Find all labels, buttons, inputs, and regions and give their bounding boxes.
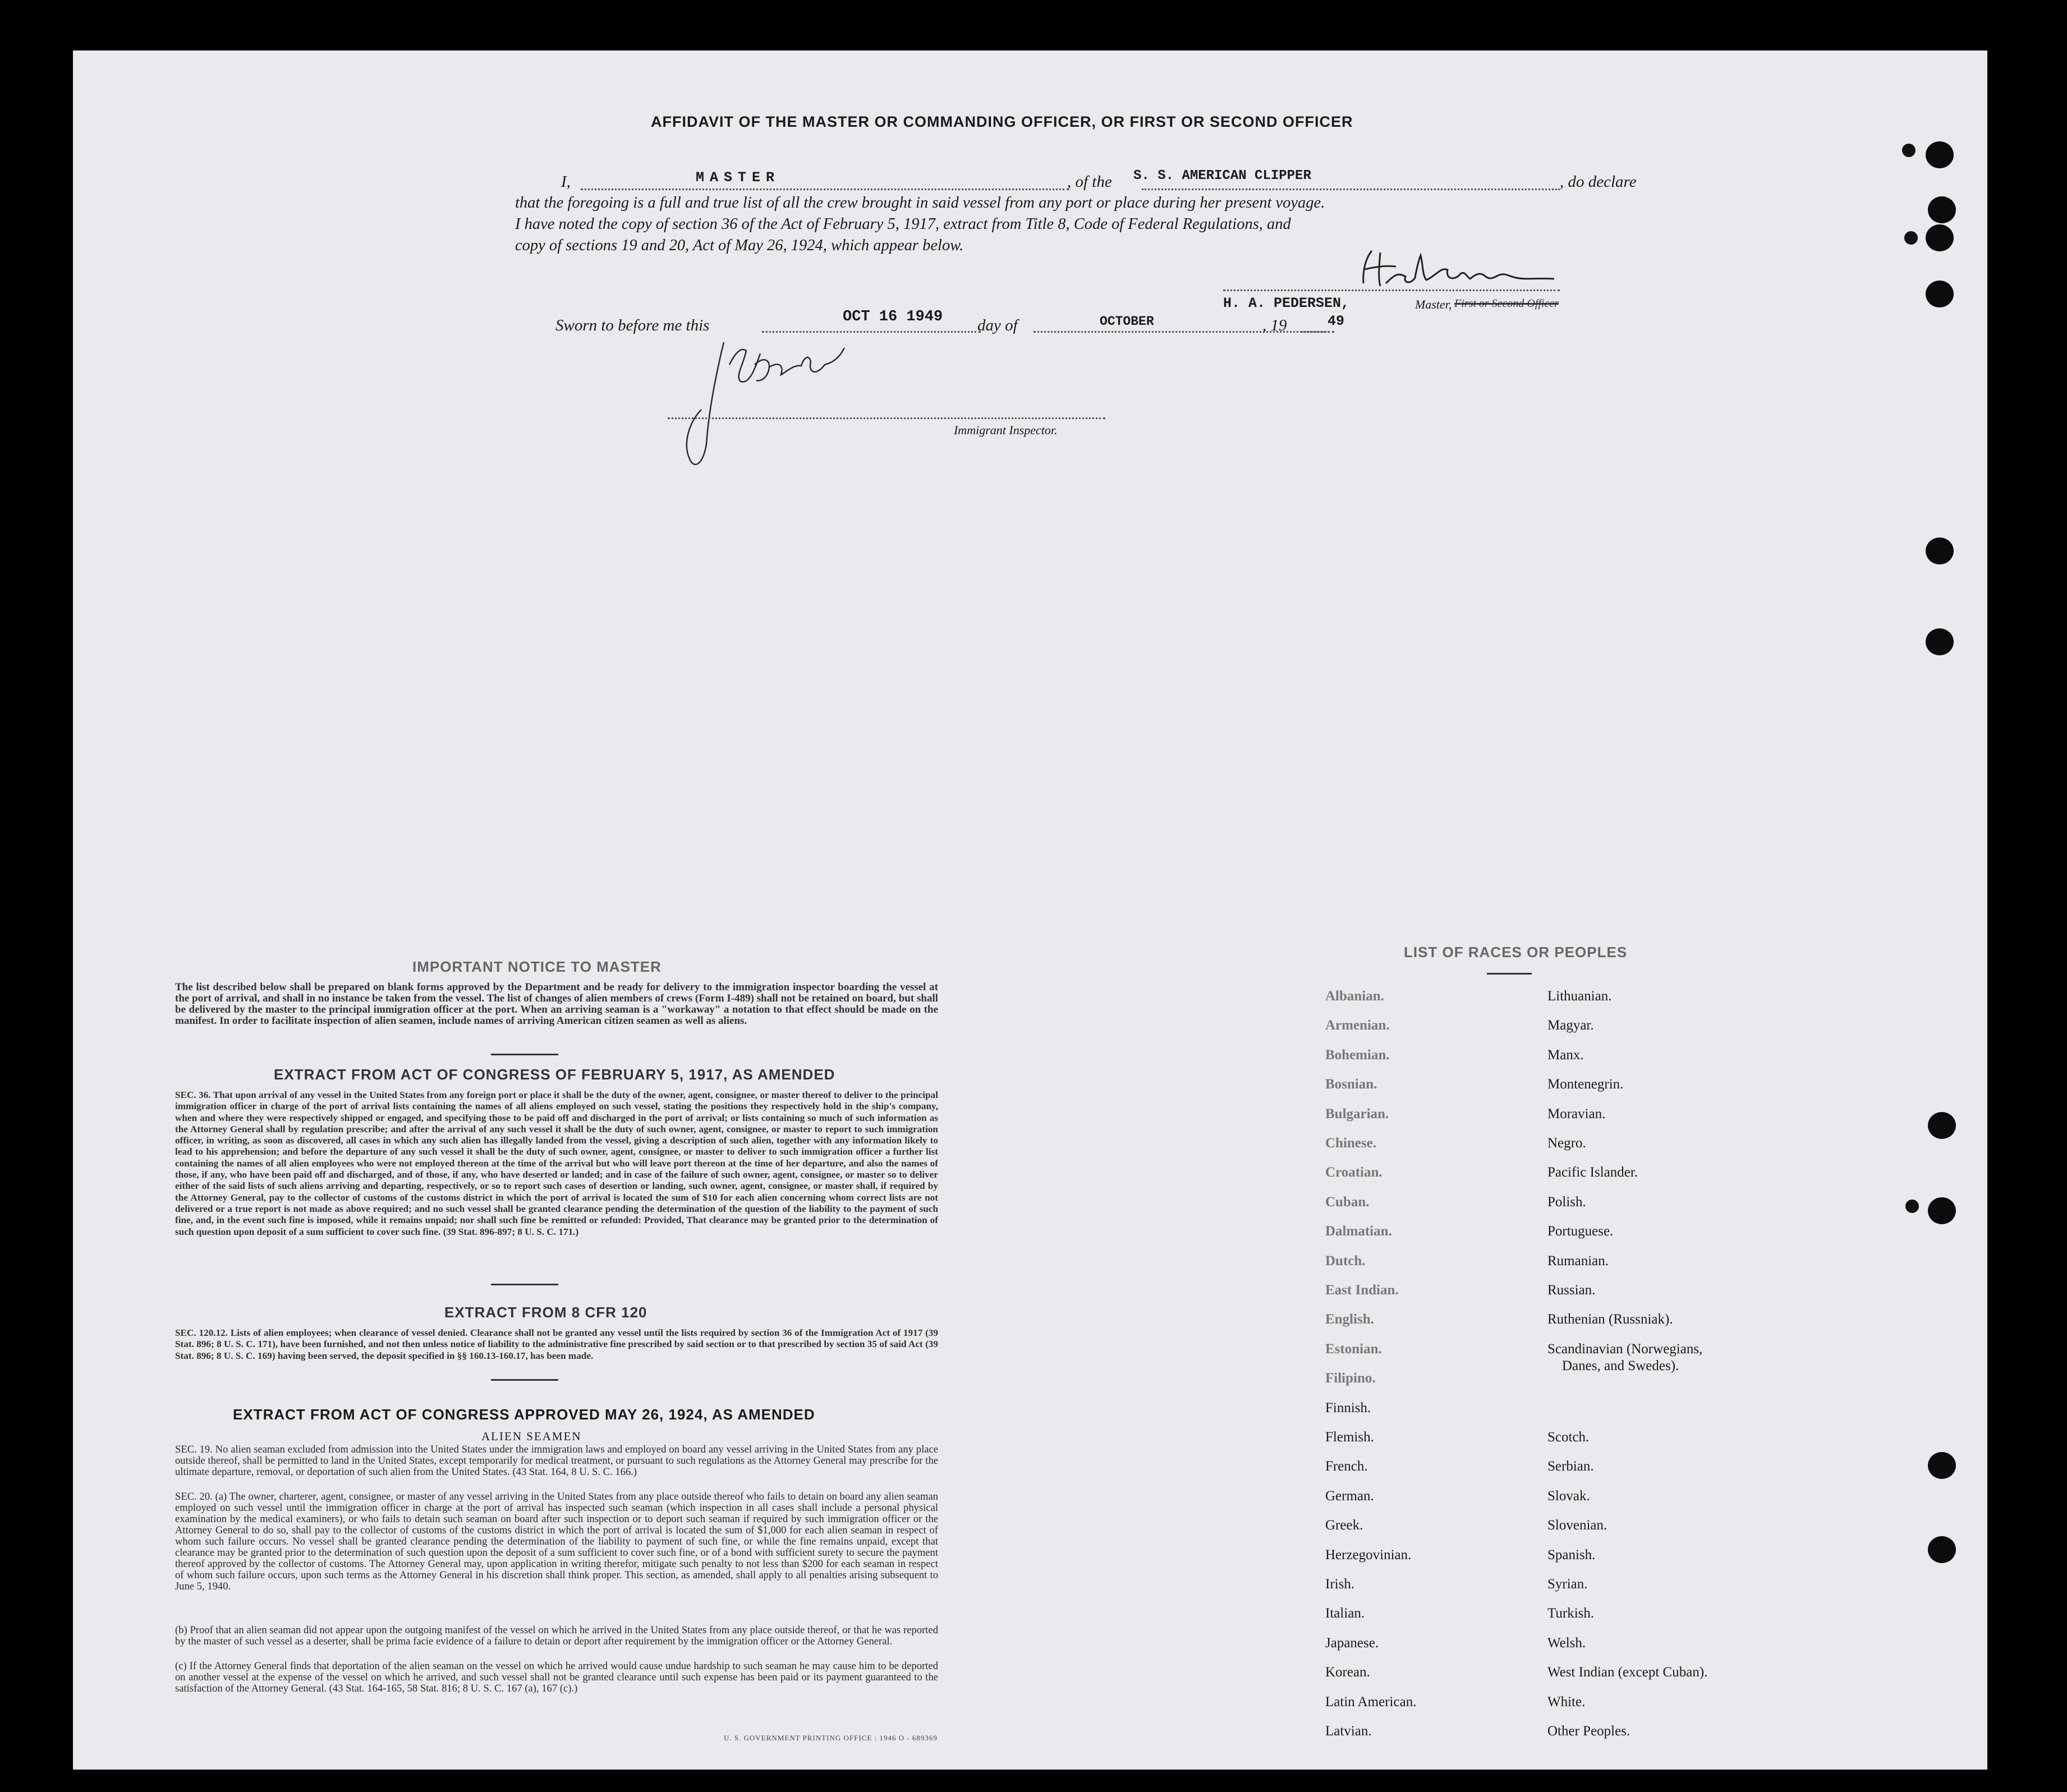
race-item: Scotch. [1547,1430,1590,1445]
master-signature [1296,244,1599,295]
extract-1924-sec20c: (c) If the Attorney General finds that deportation of the alien seaman on the vessel on which he arrived would cause undue hardship to such seaman he may cause him to be deported on another vessel at the expense of the vessel on which he arrived, and such vessel shall not be granted clearance until such expense has been paid or its payment guaranteed to the satisfaction of the Attorney General. (43 Stat. 164-165, 58 Stat. 816; 8 U. S. C. 167 (a), 167 (c).) [175,1660,938,1694]
punch-hole [1926,224,1954,251]
extract-1924-sec20b: (b) Proof that an alien seaman did not appear upon the outgoing manifest of the vessel on which he arrived in the United States from any place outside thereof, or that he was reported by the master of such vessel as a deserter, shall be prima facie evidence of a failure to detain or deport after requirement by the immigration officer or the Attorney General. [175,1624,938,1647]
races-heading: LIST OF RACES OR PEOPLES [1404,944,1628,961]
race-item: French. [1325,1459,1368,1474]
race-item: Herzegovinian. [1325,1547,1412,1563]
officer-title-value: MASTER [696,169,780,186]
race-item: Danes, and Swedes). [1562,1358,1679,1373]
race-item: West Indian (except Cuban). [1547,1665,1708,1680]
race-item: Slovenian. [1547,1518,1607,1533]
extract-1924-sec20a: SEC. 20. (a) The owner, charterer, agent, consignee, or master of any vessel arriving in the United States from any place outside thereof who fails to detain on board any alien seaman employed on such vessel until the immigration officer in charge at the port of arrival has inspected such seaman (which inspection in all cases shall include a personal physical examination by the medical examiners), or who fails to detain such seaman on board after such inspection or to deport such seaman if required by such immigration officer or the Attorney General to do so, shall pay to the collector of customs of the customs district in which the port of arrival is located the sum of $1,000 for each alien seaman in respect of whom such failure occurs. No vessel shall be granted clearance pending the determination of the liability to payment of such fine, or while the fine remains unpaid, except that clearance may be granted prior to the determination of such question upon the deposit of a sum sufficient to cover such fine, or of a bond with sufficient surety to secure the payment thereof approved by the collector of customs. The Attorney General may, upon application in writing therefor, mitigate such penalty to not less than $200 for each seaman in respect of whom such failure occurs, upon such terms as the Attorney General in his discretion shall think proper. This section, as amended, shall apply to all penalties arising subsequent to June 5, 1940. [175,1491,938,1592]
extract-cfr-heading: EXTRACT FROM 8 CFR 120 [444,1304,647,1321]
race-item: Dalmatian. [1325,1224,1392,1239]
extract-1924-sec19: SEC. 19. No alien seaman excluded from admission into the United States under the immigration laws and employed on board any vessel arriving in the United States from any place outside thereof, shall be permitted to land in the United States, except temporarily for medical treatment, or pursuant to such regulations as the Attorney General may prescribe for the ultimate departure, removal, or deportation of such alien from the United States. (43 Stat. 164, 8 U. S. C. 166.) [175,1444,938,1478]
race-item: Filipino. [1325,1371,1376,1386]
punch-hole [1904,231,1918,245]
race-item: Croatian. [1325,1165,1382,1180]
vessel-name-value: S. S. AMERICAN CLIPPER [1133,168,1311,183]
races-divider [1487,973,1532,975]
punch-hole [1905,1200,1919,1213]
punch-hole [1902,144,1916,157]
affidavit-heading: AFFIDAVIT OF THE MASTER OR COMMANDING OFFICER, OR FIRST OR SECOND OFFICER [651,113,1353,130]
race-item: Finnish. [1325,1400,1371,1416]
race-item: Manx. [1547,1047,1584,1063]
affidavit-line-4: copy of sections 19 and 20, Act of May 26, 1924, which appear below. [515,237,964,254]
day-of-label: day of [977,316,1018,334]
extract-1924-heading: EXTRACT FROM ACT OF CONGRESS APPROVED MAY 26, 1924, AS AMENDED [233,1406,815,1423]
extract-cfr-divider [491,1379,558,1381]
year-prefix: , 19 [1262,316,1287,334]
affidavit-line-2: that the foregoing is a full and true list of all the crew brought in said vessel from any port or place during her present voyage. [515,194,1325,212]
officer-title-line [581,189,1069,190]
printer-imprint: U. S. GOVERNMENT PRINTING OFFICE : 1946 O - 689369 [724,1734,938,1742]
punch-hole [1926,141,1954,168]
race-item: Greek. [1325,1518,1363,1533]
extract-1917-text: SEC. 36. That upon arrival of any vessel in the United States from any foreign port or place it shall be the duty of the owner, agent, consignee, or master thereof to deliver to the principal immigration officer in charge of the port of arrival lists containing the names of all aliens employed on such vessel, stating the positions they respectively hold in the ship's company, when and where they were respectively shipped or engaged, and specifying those to be paid off and discharged in the port of arrival; or lists containing so much of such information as the Attorney General shall by regulation prescribe; and after the arrival of any such vessel it shall be the duty of such owner, agent, consignee, or master to report to such immigration officer, in writing, as soon as discovered, all cases in which any such alien has illegally landed from the vessel, giving a description of such alien, together with any information likely to lead to his apprehension; and before the departure of any such vessel it shall be the duty of such owner, agent, consignee, or master to deliver to such immigration officer a further list containing the names of all alien employees who were not employed thereon at the time of the arrival but who will leave port thereon at the time of her departure, and also the names of those, if any, who have been paid off and discharged, and of those, if any, who have deserted or landed; and in case of the failure of such owner, agent, consignee, or master so to deliver either of the said lists of such aliens arriving and departing, respectively, or so to report such cases of desertion or landing, such owner, agent, consignee, or master shall, if required by the Attorney General, pay to the collector of customs of the customs district in which the port of arrival is located the sum of $10 for each alien concerning whom correct lists are not delivered or a true report is not made as above required; and no such vessel shall be granted clearance pending the determination of the question of the liability to the payment of such fine, and, in the event such fine is imposed, while it remains unpaid; nor shall such fine be remitted or refunded: Provided, That clearance may be granted prior to the determination of such question upon deposit of a sum sufficient to cover such fine. (39 Stat. 896-897; 8 U. S. C. 171.) [175,1090,938,1237]
race-item: Irish. [1325,1577,1355,1592]
race-item: Magyar. [1547,1018,1594,1033]
inspector-line [668,417,1105,419]
year-line [1301,331,1334,333]
inspector-label: Immigrant Inspector. [954,423,1058,437]
race-item: Latin American. [1325,1694,1417,1710]
race-item: Cuban. [1325,1194,1370,1210]
punch-hole [1926,281,1954,307]
race-item: English. [1325,1312,1374,1327]
race-item: Portuguese. [1547,1224,1614,1239]
race-item: Rumanian. [1547,1253,1609,1269]
punch-hole [1928,1452,1956,1479]
race-item: Serbian. [1547,1459,1594,1474]
i-label: I, [561,173,571,191]
race-item: Polish. [1547,1194,1586,1210]
of-the-label: , of the [1067,173,1112,191]
punch-hole [1926,628,1954,655]
sworn-label: Sworn to before me this [555,316,710,334]
extract-1917-divider [491,1284,558,1285]
document-page [73,50,1987,1770]
notice-divider [491,1054,558,1055]
race-item: Italian. [1325,1606,1365,1621]
race-item: Bohemian. [1325,1047,1390,1063]
race-item: Japanese. [1325,1635,1379,1651]
inspector-signature [656,331,903,499]
sworn-date-stamp: OCT 16 1949 [843,309,943,325]
race-item: Turkish. [1547,1606,1595,1621]
do-declare-label: , do declare [1560,173,1637,191]
extract-1917-heading: EXTRACT FROM ACT OF CONGRESS OF FEBRUARY 5, 1917, AS AMENDED [274,1066,835,1083]
signature-line [1223,290,1560,291]
year-value: 49 [1328,313,1345,329]
vessel-name-line [1142,189,1560,190]
affidavit-line-3: I have noted the copy of section 36 of the Act of February 5, 1917, extract from Title 8, Code of Federal Regulations, and [515,215,1291,233]
notice-heading: IMPORTANT NOTICE TO MASTER [412,958,662,975]
punch-hole [1928,1112,1956,1139]
race-item: White. [1547,1694,1586,1710]
race-item: Slovak. [1547,1488,1590,1504]
race-item: Latvian. [1325,1724,1372,1739]
signature-name: H. A. PEDERSEN, [1223,295,1350,311]
race-item: Albanian. [1325,989,1384,1004]
race-item: Bulgarian. [1325,1106,1389,1122]
punch-hole [1928,196,1956,223]
punch-hole [1928,1536,1956,1563]
race-item: Scandinavian (Norwegians, [1547,1341,1703,1357]
notice-text: The list described below shall be prepared on blank forms approved by the Department and be ready for delivery to the immigration inspector boarding the vessel at the port of arrival, and shall in no instance be taken from the vessel. The list of changes of alien members of crews (Form I-489) shall not be retained on board, but shall be delivered by the master to the principal immigration officer at the port. When an arriving seaman is a "workaway" a notation to that effect should be made on the manifest. In order to facilitate inspection of alien seamen, include names of arriving American citizen seamen as well as aliens. [175,981,938,1027]
punch-hole [1928,1197,1956,1224]
race-item: Bosnian. [1325,1077,1377,1092]
race-item: Lithuanian. [1547,989,1612,1004]
race-item: Chinese. [1325,1136,1376,1151]
race-item: Montenegrin. [1547,1077,1624,1092]
race-item: East Indian. [1325,1283,1399,1298]
punch-hole [1926,537,1954,564]
signature-struck-role: First or Second Officer [1454,297,1559,310]
race-item: Other Peoples. [1547,1724,1630,1739]
race-item: Negro. [1547,1136,1586,1151]
race-item: Spanish. [1547,1547,1596,1563]
signature-role: Master, [1415,297,1452,311]
race-item: Armenian. [1325,1018,1390,1033]
alien-seamen-subheading: ALIEN SEAMEN [481,1430,582,1443]
race-item: Pacific Islander. [1547,1165,1638,1180]
race-item: Dutch. [1325,1253,1366,1269]
race-item: Russian. [1547,1283,1596,1298]
race-item: Moravian. [1547,1106,1606,1122]
race-item: Estonian. [1325,1341,1382,1357]
race-item: Syrian. [1547,1577,1588,1592]
race-item: Ruthenian (Russniak). [1547,1312,1673,1327]
race-item: Korean. [1325,1665,1370,1680]
race-item: German. [1325,1488,1374,1504]
race-item: Flemish. [1325,1430,1374,1445]
extract-cfr-text: SEC. 120.12. Lists of alien employees; when clearance of vessel denied. Clearance shall not be granted any vessel until the lists required by section 36 of the Immigration Act of 1917 (39 Stat. 896; 8 U. S. C. 171), have been furnished, and not then unless notice of liability to the administrative fine prescribed by said section or to that prescribed by section 35 of said Act (39 Stat. 896; 8 U. S. C. 169) having been served, the deposit specified in §§ 160.13-160.17, has been made. [175,1327,938,1361]
month-value: OCTOBER [1100,314,1154,329]
race-item: Welsh. [1547,1635,1586,1651]
